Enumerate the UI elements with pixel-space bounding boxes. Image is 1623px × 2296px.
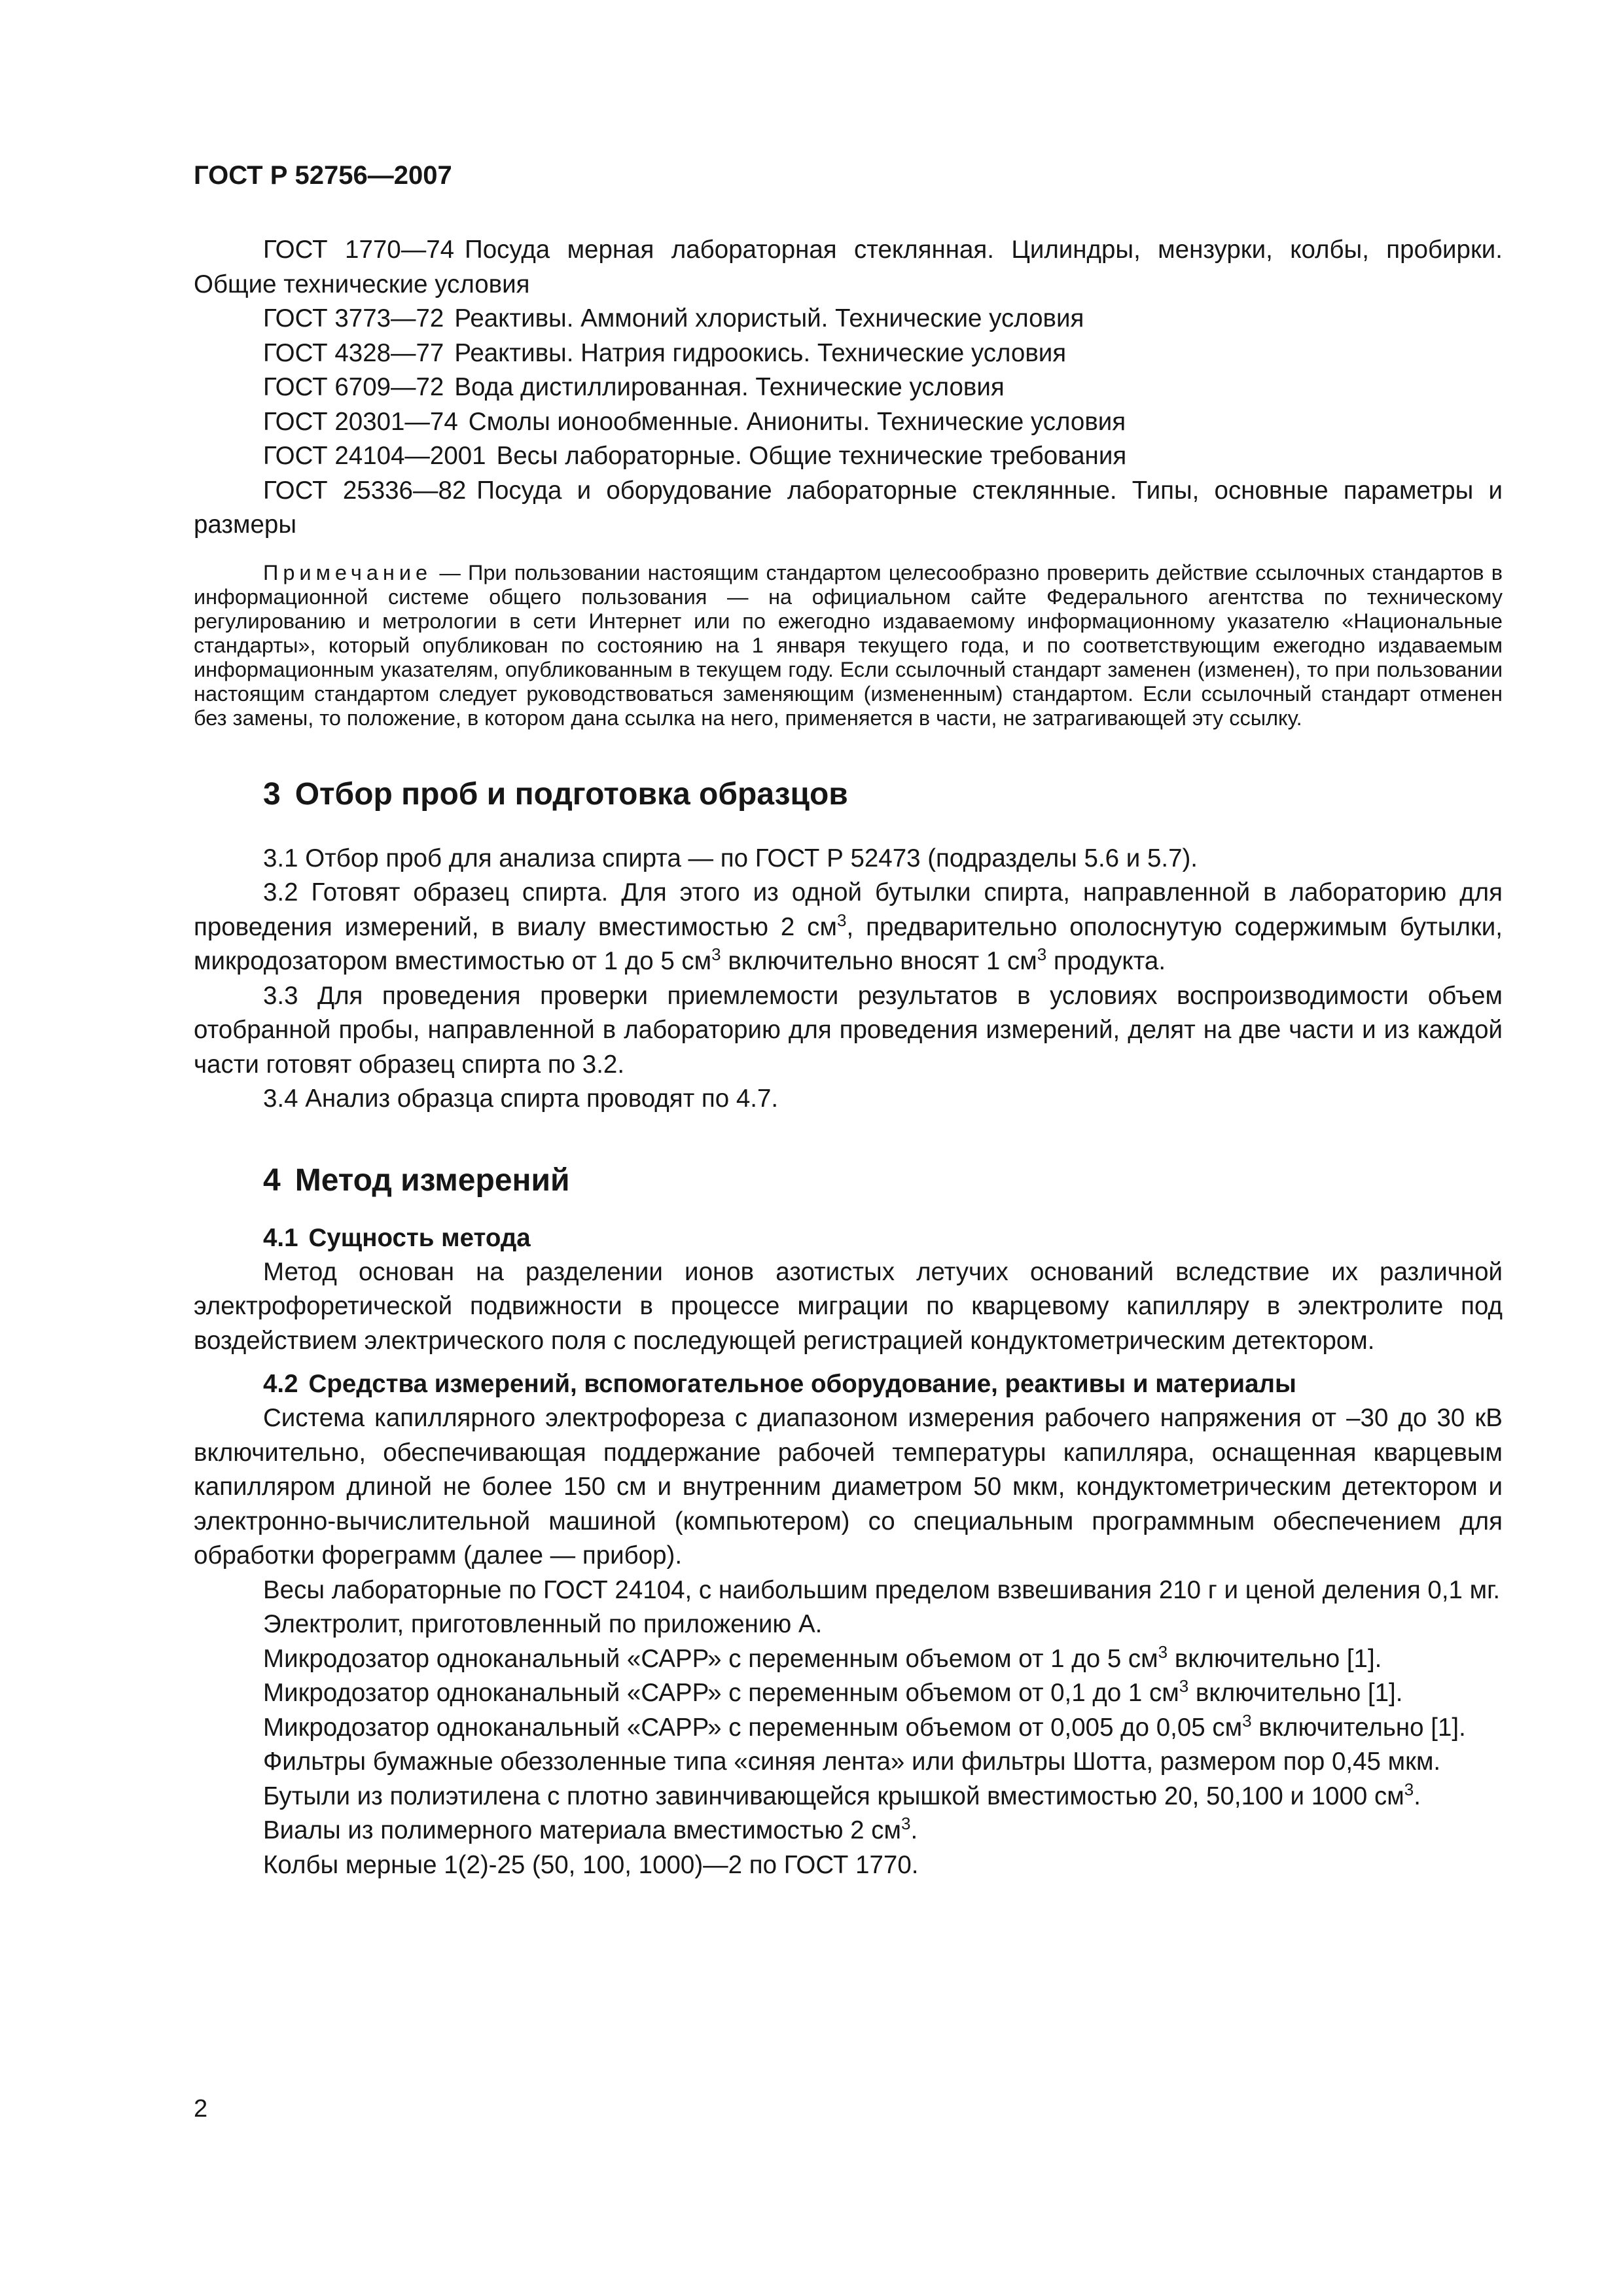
reference-code: ГОСТ 1770—74 (263, 236, 455, 264)
section-number: 4 (263, 1162, 281, 1198)
reference-code: ГОСТ 24104—2001 (263, 442, 486, 470)
reference-code: ГОСТ 25336—82 (263, 476, 467, 505)
equipment-item: Система капиллярного электрофореза с диапазоном измерения рабочего напряжения от –30 до 30 кВ включительно, обеспечивающая поддержание рабочей температуры капилляра, оснащенная кварцевым капилляром длиной не более 150 см и внутренним диаметром 50 мкм, кондуктометрическим детектором и электронно-вычислительной машиной (компьютером) со специальным программным обеспечением для обработки фореграмм (далее — прибор). (194, 1404, 1503, 1570)
normative-references (194, 233, 1503, 543)
clause-text: , предварительно ополоснутую содержимым бутылки, микродозатором вместимостью от 1 до 5 см (194, 912, 1503, 975)
clause-3-4: 3.4 Анализ образца спирта проводят по 4.7. (263, 1085, 779, 1113)
reference-code: ГОСТ 6709—72 (263, 373, 444, 401)
superscript: 3 (1179, 1676, 1189, 1696)
item-text: Виалы из полимерного материала вместимостью 2 см (263, 1816, 902, 1844)
clause-3-3: 3.3 Для проведения проверки приемлемости результатов в условиях воспроизводимости объем отобранной пробы, направленной в лабораторию для проведения измерений, делят на две части и из каждой части готовят образец спирта по 3.2. (194, 981, 1503, 1079)
equipment-item (194, 1814, 1503, 1848)
superscript: 3 (901, 1814, 911, 1834)
note-text: — При пользовании настоящим стандартом целесообразно проверить действие ссылочных стандартов в информационной системе общего пользования — на официальном сайте Федерального агентства по техническому регулированию и метрологии в сети Интернет или по ежегодно издаваемому информационному указателю «Национальные стандарты», который опубликован по состоянию на 1 января текущего года, и по соответствующим ежегодно издаваемым информационным указателям, опубликованным в текущем году. Если ссылочный стандарт заменен (изменен), то при пользовании настоящим стандартом следует руководствоваться заменяющим (измененным) стандартом. Если ссылочный стандарт отменен без замены, то положение, в котором дана ссылка на него, применяется в части, не затрагивающей эту ссылку. (194, 560, 1503, 730)
item-text: Микродозатор одноканальный «САРР» с переменным объемом от 1 до 5 см (263, 1644, 1158, 1673)
superscript: 3 (1404, 1779, 1414, 1799)
item-text: . (910, 1816, 918, 1844)
reference-code: ГОСТ 3773—72 (263, 304, 444, 332)
document-header: ГОСТ Р 52756—2007 (194, 161, 452, 190)
reference-title: Весы лабораторные. Общие технические требования (496, 442, 1127, 470)
equipment-item (194, 1676, 1503, 1711)
item-text: включительно [1]. (1251, 1713, 1466, 1742)
document-page (194, 157, 1503, 1882)
reference-code: ГОСТ 4328—77 (263, 338, 444, 367)
reference-title: Смолы ионообменные. Аниониты. Технические условия (468, 407, 1126, 436)
reference-code: ГОСТ 20301—74 (263, 407, 458, 436)
item-text: включительно [1]. (1188, 1679, 1403, 1707)
subsection-4-1-heading (194, 1221, 1503, 1255)
equipment-item: Колбы мерные 1(2)-25 (50, 100, 1000)—2 по ГОСТ 1770. (263, 1850, 919, 1879)
method-principle-paragraph: Метод основан на разделении ионов азотистых летучих оснований вследствие их различной электрофоретической подвижности в процессе миграции по кварцевому капилляру в электролите под воздействием электрического поля с последующей регистрацией кондуктометрическим детектором. (194, 1257, 1503, 1355)
superscript: 3 (711, 944, 721, 965)
page-number: 2 (194, 2095, 208, 2123)
superscript: 3 (837, 910, 847, 930)
equipment-item (194, 1711, 1503, 1746)
item-text: включительно [1]. (1168, 1644, 1382, 1673)
section-3-heading (194, 774, 1503, 816)
clause-3-2 (194, 876, 1503, 979)
section-title: Отбор проб и подготовка образцов (294, 776, 848, 812)
subsection-title: Сущность метода (308, 1223, 531, 1252)
reference-item (194, 474, 1503, 543)
item-text: Микродозатор одноканальный «САРР» с переменным объемом от 0,005 до 0,05 см (263, 1713, 1243, 1742)
superscript: 3 (1037, 944, 1047, 965)
equipment-item: Весы лабораторные по ГОСТ 24104, с наибольшим пределом взвешивания 210 г и ценой деления 0,1 мг. (263, 1575, 1501, 1604)
note-label: Примечание (263, 560, 433, 584)
reference-item (194, 439, 1503, 474)
reference-title: Реактивы. Натрия гидроокись. Технические условия (454, 338, 1067, 367)
reference-title: Реактивы. Аммоний хлористый. Технические условия (454, 304, 1084, 332)
clause-3-1: 3.1 Отбор проб для анализа спирта — по ГОСТ Р 52473 (подразделы 5.6 и 5.7). (263, 844, 1198, 872)
section-4-heading (194, 1160, 1503, 1202)
equipment-item: Электролит, приготовленный по приложению А. (263, 1610, 823, 1638)
item-text: Бутыли из полиэтилена с плотно завинчивающейся крышкой вместимостью 20, 50,100 и 1000 см (263, 1782, 1404, 1810)
reference-title: Посуда и оборудование лабораторные стеклянные. Типы, основные параметры и размеры (194, 476, 1503, 539)
subsection-title: Средства измерений, вспомогательное оборудование, реактивы и материалы (308, 1370, 1296, 1398)
subsection-number: 4.2 (263, 1370, 298, 1398)
subsection-4-2-heading (194, 1367, 1503, 1401)
clause-text: 3.2 Готовят образец спирта. Для этого из одной бутылки спирта, направленной в лабораторию для проведения измерений, в виалу вместимостью 2 см (194, 878, 1503, 941)
reference-title: Посуда мерная лабораторная стеклянная. Цилиндры, мензурки, колбы, пробирки. Общие технические условия (194, 236, 1503, 298)
clause-text: включительно вносят 1 см (721, 947, 1037, 975)
superscript: 3 (1242, 1710, 1252, 1731)
section-title: Метод измерений (294, 1162, 570, 1198)
reference-title: Вода дистиллированная. Технические условия (454, 373, 1005, 401)
equipment-item (194, 1642, 1503, 1677)
reference-item (194, 302, 1503, 336)
item-text: . (1414, 1782, 1421, 1810)
superscript: 3 (1158, 1641, 1168, 1662)
reference-item (194, 233, 1503, 302)
reference-item (194, 405, 1503, 440)
clause-text: продукта. (1046, 947, 1166, 975)
note-paragraph (194, 561, 1503, 730)
equipment-item: Фильтры бумажные обеззоленные типа «синяя лента» или фильтры Шотта, размером пор 0,45 мкм. (263, 1748, 1441, 1776)
section-number: 3 (263, 776, 281, 812)
document-body (194, 233, 1503, 1882)
reference-item (194, 336, 1503, 371)
item-text: Микродозатор одноканальный «САРР» с переменным объемом от 0,1 до 1 см (263, 1679, 1179, 1707)
equipment-item (194, 1780, 1503, 1814)
subsection-number: 4.1 (263, 1223, 298, 1252)
reference-item (194, 370, 1503, 405)
